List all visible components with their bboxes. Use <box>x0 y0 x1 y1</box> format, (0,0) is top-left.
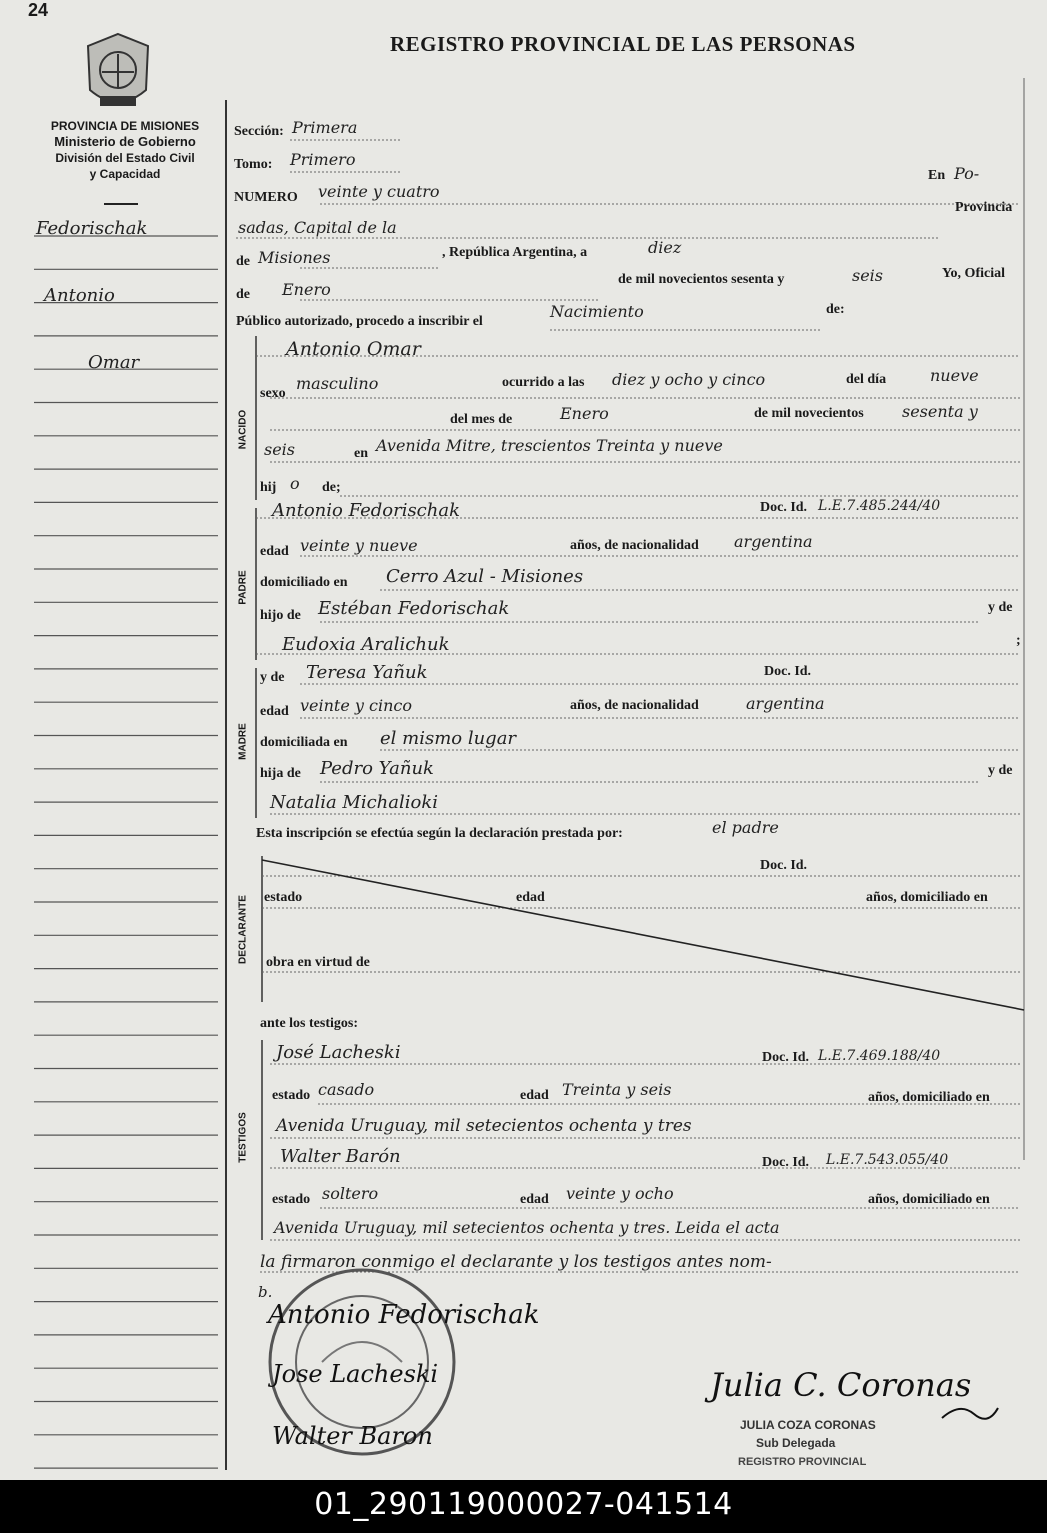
value-padre-hijo: Estéban Fedorischak <box>318 598 510 619</box>
label-madre-hija: hija de <box>260 766 301 781</box>
margin-surname: Fedorischak <box>36 218 148 239</box>
value-provincia: Misiones <box>258 248 331 267</box>
label-t2-doc: Doc. Id. <box>762 1155 810 1170</box>
value-numero: veinte y cuatro <box>318 182 440 201</box>
page-number: 24 <box>28 0 49 20</box>
signature-oficial: Julia C. Coronas <box>710 1366 972 1404</box>
label-padre-yde: y de <box>988 600 1013 615</box>
label-t1-estado: estado <box>272 1088 311 1103</box>
value-madre-nac: argentina <box>746 694 825 713</box>
value-anio-nac-2: seis <box>264 440 296 459</box>
label-t1-edad: edad <box>520 1088 549 1103</box>
value-padre-madre: Eudoxia Aralichuk <box>282 634 450 655</box>
label-ocurrido: ocurrido a las <box>502 375 585 390</box>
label-madre-edad: edad <box>260 704 289 719</box>
stamp-line-3: REGISTRO PROVINCIAL <box>738 1456 867 1468</box>
label-decl-obra: obra en virtud de <box>266 955 370 970</box>
stamp-line-1: JULIA COZA CORONAS <box>740 1418 876 1432</box>
side-label-padre: PADRE <box>237 570 249 605</box>
label-padre-edad: edad <box>260 544 289 559</box>
value-madre-hija: Pedro Yañuk <box>320 758 434 779</box>
signature-flourish <box>940 1398 1000 1428</box>
value-t2-doc: L.E.7.543.055/40 <box>826 1152 949 1168</box>
label-decl-edad: edad <box>516 890 545 905</box>
label-madre-yde: y de <box>988 763 1013 778</box>
cancel-diagonal <box>262 860 1024 1010</box>
label-padre-doc: Doc. Id. <box>760 500 808 515</box>
stamp-line-2: Sub Delegada <box>756 1436 836 1450</box>
margin-second-name: Omar <box>88 352 140 373</box>
value-t1-nombre: José Lacheski <box>276 1042 401 1063</box>
label-declaracion: Esta inscripción se efectúa según la declaración prestada por: <box>256 826 623 841</box>
label-testigos: ante los testigos: <box>260 1016 358 1031</box>
label-de-mil: de mil novecientos sesenta y <box>618 272 785 287</box>
office-line-1: PROVINCIA DE MISIONES <box>50 119 200 133</box>
label-del-mes: del mes de <box>450 412 513 427</box>
side-label-nacido: NACIDO <box>237 409 249 450</box>
value-tomo: Primero <box>290 150 356 169</box>
value-en: Po- <box>954 164 980 183</box>
label-de-2: de <box>236 287 250 302</box>
label-en: En <box>928 168 946 183</box>
value-madre-madre: Natalia Michalioki <box>270 792 439 813</box>
label-madre-doc: Doc. Id. <box>764 664 812 679</box>
value-t1-edad: Treinta y seis <box>562 1080 672 1099</box>
signature-padre: Antonio Fedorischak <box>268 1300 540 1330</box>
label-de-1: de <box>236 254 250 269</box>
label-tomo: Tomo: <box>234 157 273 172</box>
value-t2-nombre: Walter Barón <box>280 1146 401 1167</box>
side-label-declarante: DECLARANTE <box>237 895 249 964</box>
value-t1-estado: casado <box>318 1080 375 1099</box>
label-numero: NUMERO <box>234 190 298 205</box>
signature-testigo-1: Jose Lacheski <box>272 1360 439 1388</box>
value-padre-nac: argentina <box>734 532 813 551</box>
value-mes-nac: Enero <box>560 404 609 423</box>
label-hij: hij <box>260 480 277 495</box>
value-t2-estado: soltero <box>322 1184 379 1203</box>
value-madre-edad: veinte y cinco <box>300 696 413 715</box>
value-cierre-2: b. <box>258 1283 273 1301</box>
label-t1-doc: Doc. Id. <box>762 1050 810 1065</box>
value-hora: diez y ocho y cinco <box>612 370 766 389</box>
label-de-semicolon: de; <box>322 480 341 495</box>
label-provincia: Provincia <box>955 200 1013 215</box>
value-dia-nac: nueve <box>930 366 979 385</box>
value-padre-dom: Cerro Azul - Misiones <box>386 566 584 587</box>
value-t2-dom: Avenida Uruguay, mil setecientos ochenta y tres. Leida el acta <box>274 1218 780 1237</box>
value-hij-sufijo: o <box>290 474 300 493</box>
office-line-4: y Capacidad <box>89 167 161 181</box>
value-padre-doc: L.E.7.485.244/40 <box>818 498 941 514</box>
label-padre-dom: domiciliado en <box>260 575 348 590</box>
value-cierre-1: la firmaron conmigo el declarante y los testigos antes nom- <box>260 1252 772 1272</box>
label-madre-yde: y de <box>260 670 285 685</box>
label-decl-estado: estado <box>264 890 303 905</box>
label-de-colon: de: <box>826 302 845 317</box>
value-madre-dom: el mismo lugar <box>380 728 517 749</box>
value-t1-doc: L.E.7.469.188/40 <box>818 1048 941 1064</box>
label-en-lugar: en <box>354 446 368 461</box>
label-padre-hijo: hijo de <box>260 608 301 623</box>
image-caption: 01_290119000027-041514 <box>0 1480 1047 1533</box>
office-line-2: Ministerio de Gobierno <box>54 134 196 149</box>
value-dia-texto: diez <box>648 238 682 257</box>
value-anio: seis <box>852 266 884 285</box>
value-padre-nombre: Antonio Fedorischak <box>272 500 460 521</box>
value-declarante: el padre <box>712 818 779 837</box>
value-seccion: Primera <box>292 118 358 137</box>
semicolon: ; <box>1016 633 1021 648</box>
value-t2-edad: veinte y ocho <box>566 1184 674 1203</box>
value-mes: Enero <box>282 280 331 299</box>
label-del-dia: del día <box>846 372 887 387</box>
label-sexo: sexo <box>260 386 286 401</box>
label-t2-estado: estado <box>272 1192 311 1207</box>
value-lugar-nac: Avenida Mitre, trescientos Treinta y nueve <box>376 436 723 455</box>
value-madre-nombre: Teresa Yañuk <box>306 662 428 683</box>
value-nombre: Antonio Omar <box>286 338 421 360</box>
value-lugar-cont: sadas, Capital de la <box>238 218 397 237</box>
margin-first-name: Antonio <box>44 285 115 306</box>
office-line-3: División del Estado Civil <box>55 151 195 165</box>
label-decl-anos: años, domiciliado en <box>866 890 988 905</box>
signature-testigo-2: Walter Baron <box>272 1422 433 1450</box>
label-decl-doc: Doc. Id. <box>760 858 808 873</box>
value-anio-nac: sesenta y <box>902 402 978 421</box>
label-t2-edad: edad <box>520 1192 549 1207</box>
label-t1-anos: años, domiciliado en <box>868 1090 990 1105</box>
value-padre-edad: veinte y nueve <box>300 536 418 555</box>
side-label-madre: MADRE <box>237 723 249 760</box>
label-madre-nac: años, de nacionalidad <box>570 698 699 713</box>
value-sexo: masculino <box>296 374 379 393</box>
label-republica: , República Argentina, a <box>442 245 588 260</box>
label-publico: Público autorizado, procedo a inscribir el <box>236 314 483 329</box>
label-yo-oficial: Yo, Oficial <box>942 266 1005 281</box>
label-seccion: Sección: <box>234 124 284 139</box>
label-t2-anos: años, domiciliado en <box>868 1192 990 1207</box>
label-madre-dom: domiciliada en <box>260 735 348 750</box>
label-de-mil-nov: de mil novecientos <box>754 406 864 421</box>
value-acto: Nacimiento <box>550 302 644 321</box>
label-padre-nac: años, de nacionalidad <box>570 538 699 553</box>
side-label-testigos: TESTIGOS <box>237 1112 249 1163</box>
page-title: REGISTRO PROVINCIAL DE LAS PERSONAS <box>390 32 856 56</box>
value-t1-dom: Avenida Uruguay, mil setecientos ochenta y tres <box>276 1116 692 1136</box>
